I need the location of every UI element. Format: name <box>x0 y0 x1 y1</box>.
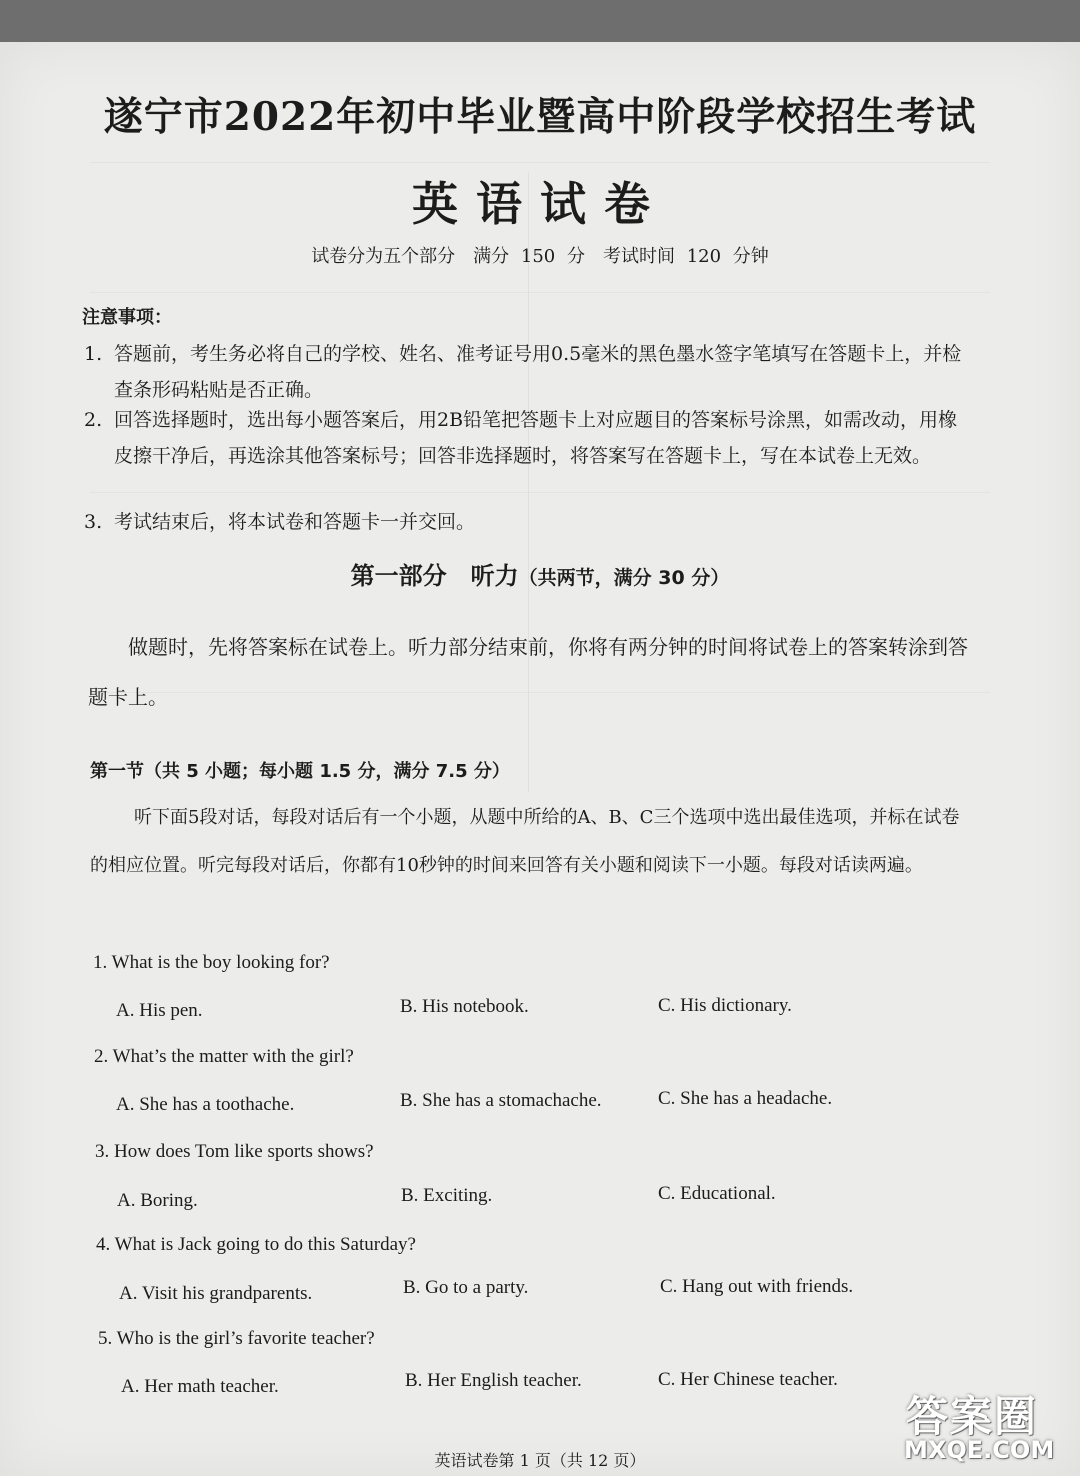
bleed-through-line <box>90 292 990 293</box>
section-heading: 第一节（共 5 小题；每小题 1.5 分，满分 7.5 分） <box>90 761 510 782</box>
bleed-through-line <box>90 162 990 163</box>
option-a: A. His pen. <box>116 1000 203 1021</box>
note-text: 考试结束后，将本试卷和答题卡一并交回。 <box>114 511 476 533</box>
question-text: 3. How does Tom like sports shows? <box>95 1141 374 1162</box>
question-text: 2. What’s the matter with the girl? <box>94 1046 354 1067</box>
watermark-logo: 答案圈 <box>906 1392 1039 1441</box>
note-item <box>84 504 974 540</box>
notes-heading: 注意事项： <box>82 307 172 328</box>
section-instruction: 听下面5段对话，每段对话后有一个小题，从题中所给的A、B、C三个选项中选出最佳选项，并标在试卷的相应位置。听完每段对话后，你都有10秒钟的时间来回答有关小题和阅读下一小题。每段对话读两遍。 <box>90 807 960 876</box>
watermark <box>902 1384 1078 1476</box>
option-c: C. Educational. <box>658 1183 776 1204</box>
exam-subject: 英语试卷 <box>412 177 668 231</box>
page-footer: 英语试卷第 1 页（共 12 页） <box>434 1451 646 1470</box>
note-number: 2. <box>84 409 103 431</box>
exam-title: 遂宁市2022年初中毕业暨高中阶段学校招生考试 <box>103 94 977 140</box>
part-title-main: 第一部分 听力 <box>350 562 519 590</box>
note-text: 回答选择题时，选出每小题答案后，用2B铅笔把答题卡上对应题目的答案标号涂黑，如需改动，用橡皮擦干净后，再选涂其他答案标号；回答非选择题时，将答案写在答题卡上，写在本试卷上无效。 <box>114 409 958 467</box>
option-b: B. Exciting. <box>401 1185 493 1206</box>
part-instruction: 做题时，先将答案标在试卷上。听力部分结束前，你将有两分钟的时间将试卷上的答案转涂到答题卡上。 <box>88 635 968 709</box>
option-c: C. Her Chinese teacher. <box>658 1369 838 1390</box>
part-title-sub: （共两节，满分 30 分） <box>518 567 730 589</box>
part-title <box>0 556 1080 591</box>
note-text: 答题前，考生务必将自己的学校、姓名、准考证号用0.5毫米的黑色墨水签字笔填写在答题卡上，并检查条形码粘贴是否正确。 <box>114 343 962 401</box>
watermark-url: MXQE.COM <box>904 1436 1055 1464</box>
option-a: A. Her math teacher. <box>121 1376 279 1397</box>
note-item <box>84 402 974 474</box>
question-text: 4. What is Jack going to do this Saturday? <box>96 1234 416 1255</box>
note-number: 1. <box>84 343 103 365</box>
question-text: 1. What is the boy looking for? <box>93 952 330 973</box>
option-a: A. She has a toothache. <box>116 1094 295 1115</box>
note-number: 3. <box>84 511 103 533</box>
option-b: B. Go to a party. <box>403 1277 529 1298</box>
option-b: B. His notebook. <box>400 996 529 1017</box>
option-c: C. She has a headache. <box>658 1088 833 1109</box>
option-b: B. She has a stomachache. <box>400 1090 602 1111</box>
question-text: 5. Who is the girl’s favorite teacher? <box>98 1328 375 1349</box>
option-c: C. Hang out with friends. <box>660 1276 854 1297</box>
option-c: C. His dictionary. <box>658 995 792 1016</box>
bleed-through-line <box>90 492 990 493</box>
note-item <box>84 336 974 408</box>
exam-meta: 试卷分为五个部分 满分 150 分 考试时间 120 分钟 <box>311 246 769 267</box>
option-a: A. Visit his grandparents. <box>119 1283 313 1304</box>
option-a: A. Boring. <box>117 1190 198 1211</box>
option-b: B. Her English teacher. <box>405 1370 582 1391</box>
